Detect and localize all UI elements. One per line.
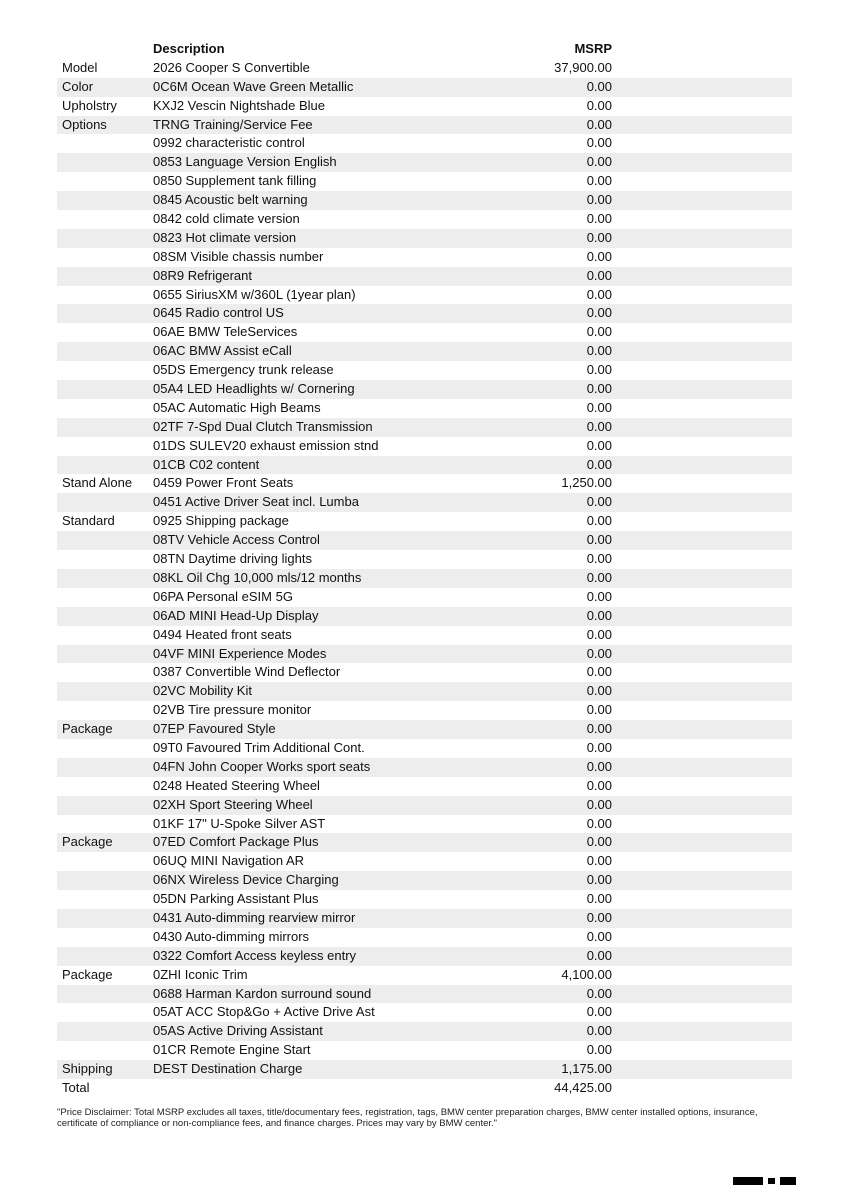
row-description: 04FN John Cooper Works sport seats xyxy=(153,758,371,774)
table-row xyxy=(57,323,792,342)
table-row xyxy=(57,286,792,305)
row-description: 0ZHI Iconic Trim xyxy=(153,966,248,982)
row-description: TRNG Training/Service Fee xyxy=(153,116,313,132)
table-row xyxy=(57,682,792,701)
row-msrp: 0.00 xyxy=(586,947,612,963)
row-description: 01CR Remote Engine Start xyxy=(153,1042,311,1058)
row-msrp: 0.00 xyxy=(586,721,612,737)
row-msrp: 0.00 xyxy=(586,267,612,283)
table-row xyxy=(57,229,792,248)
table-row xyxy=(57,777,792,796)
row-msrp: 0.00 xyxy=(586,796,612,812)
row-description: 05AS Active Driving Assistant xyxy=(153,1023,323,1039)
table-row xyxy=(57,550,792,569)
row-description: 0925 Shipping package xyxy=(153,513,289,529)
table-row xyxy=(57,985,792,1004)
table-row xyxy=(57,701,792,720)
row-msrp: 0.00 xyxy=(586,324,612,340)
row-msrp: 0.00 xyxy=(586,664,612,680)
row-msrp: 0.00 xyxy=(586,494,612,510)
table-row xyxy=(57,134,792,153)
row-category: Standard xyxy=(62,513,115,529)
row-description: 05AT ACC Stop&Go + Active Drive Ast xyxy=(153,1004,375,1020)
row-msrp: 4,100.00 xyxy=(561,966,612,982)
row-description: 01DS SULEV20 exhaust emission stnd xyxy=(153,437,379,453)
row-category: Model xyxy=(62,59,98,75)
row-description: 08KL Oil Chg 10,000 mls/12 months xyxy=(153,569,362,585)
row-msrp: 0.00 xyxy=(586,777,612,793)
table-row xyxy=(57,304,792,323)
table-row xyxy=(57,342,792,361)
row-description: 01CB C02 content xyxy=(153,456,260,472)
row-msrp: 0.00 xyxy=(586,626,612,642)
row-description: 0655 SiriusXM w/360L (1year plan) xyxy=(153,286,356,302)
table-row xyxy=(57,815,792,834)
price-table-body xyxy=(57,59,792,1098)
table-row xyxy=(57,97,792,116)
row-msrp: 0.00 xyxy=(586,343,612,359)
row-description: 05DN Parking Assistant Plus xyxy=(153,891,319,907)
row-msrp: 0.00 xyxy=(586,192,612,208)
table-row xyxy=(57,645,792,664)
table-row xyxy=(57,210,792,229)
row-category: Options xyxy=(62,116,107,132)
row-description: 0645 Radio control US xyxy=(153,305,284,321)
row-msrp: 0.00 xyxy=(586,381,612,397)
row-msrp: 0.00 xyxy=(586,569,612,585)
row-msrp: 0.00 xyxy=(586,456,612,472)
table-row xyxy=(57,796,792,815)
row-msrp: 0.00 xyxy=(586,437,612,453)
table-row xyxy=(57,1041,792,1060)
row-msrp: 0.00 xyxy=(586,834,612,850)
row-msrp: 0.00 xyxy=(586,532,612,548)
row-msrp: 0.00 xyxy=(586,135,612,151)
row-msrp: 0.00 xyxy=(586,739,612,755)
row-description: 02XH Sport Steering Wheel xyxy=(153,796,313,812)
row-msrp: 0.00 xyxy=(586,97,612,113)
row-msrp: 0.00 xyxy=(586,399,612,415)
table-row xyxy=(57,909,792,928)
table-row xyxy=(57,172,792,191)
table-row xyxy=(57,607,792,626)
row-msrp: 0.00 xyxy=(586,116,612,132)
table-row xyxy=(57,531,792,550)
row-description: 0459 Power Front Seats xyxy=(153,475,294,491)
row-category: Color xyxy=(62,78,94,94)
row-description: 08TV Vehicle Access Control xyxy=(153,532,320,548)
table-row xyxy=(57,361,792,380)
table-row xyxy=(57,626,792,645)
row-msrp: 37,900.00 xyxy=(554,59,612,75)
table-row xyxy=(57,569,792,588)
row-msrp: 1,175.00 xyxy=(561,1061,612,1077)
table-row xyxy=(57,267,792,286)
table-row xyxy=(57,380,792,399)
row-msrp: 0.00 xyxy=(586,607,612,623)
row-msrp: 0.00 xyxy=(586,702,612,718)
row-description: 0845 Acoustic belt warning xyxy=(153,192,308,208)
row-description: 0451 Active Driver Seat incl. Lumba xyxy=(153,494,359,510)
row-msrp: 0.00 xyxy=(586,305,612,321)
row-msrp: 0.00 xyxy=(586,248,612,264)
row-description: 0322 Comfort Access keyless entry xyxy=(153,947,357,963)
price-sheet xyxy=(57,40,792,1130)
row-msrp: 0.00 xyxy=(586,928,612,944)
row-msrp: 0.00 xyxy=(586,645,612,661)
table-row xyxy=(57,947,792,966)
row-description: 06PA Personal eSIM 5G xyxy=(153,588,293,604)
row-msrp: 0.00 xyxy=(586,551,612,567)
table-row xyxy=(57,1003,792,1022)
row-description: 0842 cold climate version xyxy=(153,211,300,227)
row-msrp: 0.00 xyxy=(586,815,612,831)
row-msrp: 1,250.00 xyxy=(561,475,612,491)
table-row xyxy=(57,456,792,475)
row-description: 02TF 7-Spd Dual Clutch Transmission xyxy=(153,418,373,434)
row-description: 0494 Heated front seats xyxy=(153,626,292,642)
row-msrp: 0.00 xyxy=(586,78,612,94)
row-msrp: 0.00 xyxy=(586,229,612,245)
row-msrp: 0.00 xyxy=(586,758,612,774)
row-category: Upholstry xyxy=(62,97,117,113)
row-description: 07EP Favoured Style xyxy=(153,721,276,737)
row-msrp: 0.00 xyxy=(586,211,612,227)
row-description: 0823 Hot climate version xyxy=(153,229,297,245)
row-msrp: 0.00 xyxy=(586,286,612,302)
row-description: 0992 characteristic control xyxy=(153,135,305,151)
table-row xyxy=(57,59,792,78)
row-description: 0853 Language Version English xyxy=(153,154,337,170)
row-category: Total xyxy=(62,1079,90,1095)
table-row xyxy=(57,493,792,512)
row-description: 01KF 17" U-Spoke Silver AST xyxy=(153,815,326,831)
table-row xyxy=(57,852,792,871)
table-header-row xyxy=(57,40,792,59)
scan-artifact-segment xyxy=(780,1177,796,1185)
table-row xyxy=(57,1079,792,1098)
row-description: 06NX Wireless Device Charging xyxy=(153,872,339,888)
row-description: 0C6M Ocean Wave Green Metallic xyxy=(153,78,354,94)
row-description: 0850 Supplement tank filling xyxy=(153,173,317,189)
row-description: 09T0 Favoured Trim Additional Cont. xyxy=(153,739,365,755)
row-description: 07ED Comfort Package Plus xyxy=(153,834,319,850)
row-description: 06AC BMW Assist eCall xyxy=(153,343,292,359)
row-description: 06AE BMW TeleServices xyxy=(153,324,298,340)
row-description: 0431 Auto-dimming rearview mirror xyxy=(153,909,356,925)
row-description: 05AC Automatic High Beams xyxy=(153,399,321,415)
table-row xyxy=(57,1022,792,1041)
table-row xyxy=(57,399,792,418)
row-category: Package xyxy=(62,966,113,982)
row-description: 0688 Harman Kardon surround sound xyxy=(153,985,372,1001)
table-row xyxy=(57,153,792,172)
row-msrp: 44,425.00 xyxy=(554,1079,612,1095)
table-row xyxy=(57,663,792,682)
row-description: 04VF MINI Experience Modes xyxy=(153,645,327,661)
table-row xyxy=(57,890,792,909)
table-row xyxy=(57,191,792,210)
row-msrp: 0.00 xyxy=(586,985,612,1001)
table-row xyxy=(57,720,792,739)
table-row xyxy=(57,833,792,852)
scan-artifact xyxy=(733,1177,796,1185)
table-row xyxy=(57,588,792,607)
row-description: 2026 Cooper S Convertible xyxy=(153,59,310,75)
row-msrp: 0.00 xyxy=(586,853,612,869)
header-msrp-cell: MSRP xyxy=(574,41,612,56)
row-msrp: 0.00 xyxy=(586,1042,612,1058)
row-msrp: 0.00 xyxy=(586,418,612,434)
row-description: KXJ2 Vescin Nightshade Blue xyxy=(153,97,325,113)
row-msrp: 0.00 xyxy=(586,1023,612,1039)
row-description: 0387 Convertible Wind Deflector xyxy=(153,664,341,680)
row-description: 02VC Mobility Kit xyxy=(153,683,252,699)
table-row xyxy=(57,116,792,135)
row-msrp: 0.00 xyxy=(586,683,612,699)
table-row xyxy=(57,418,792,437)
row-description: 0248 Heated Steering Wheel xyxy=(153,777,320,793)
row-category: Shipping xyxy=(62,1061,113,1077)
row-category: Package xyxy=(62,834,113,850)
row-description: 05A4 LED Headlights w/ Cornering xyxy=(153,381,355,397)
table-row xyxy=(57,966,792,985)
table-row xyxy=(57,1060,792,1079)
table-row xyxy=(57,437,792,456)
table-row xyxy=(57,928,792,947)
table-row xyxy=(57,739,792,758)
row-description: 08R9 Refrigerant xyxy=(153,267,252,283)
scan-artifact-segment xyxy=(733,1177,763,1185)
table-row xyxy=(57,78,792,97)
row-description: 05DS Emergency trunk release xyxy=(153,362,334,378)
table-row xyxy=(57,248,792,267)
price-disclaimer: "Price Disclaimer: Total MSRP excludes all taxes, title/documentary fees, registration, tags, BMW center preparation charges, BMW center installed options, insurance, certificate of compliance or non-compliance fees, and finance charges. Prices may vary by BMW center." xyxy=(57,1106,758,1130)
scan-artifact-segment xyxy=(768,1178,775,1184)
row-description: DEST Destination Charge xyxy=(153,1061,303,1077)
row-description: 08SM Visible chassis number xyxy=(153,248,324,264)
row-description: 06UQ MINI Navigation AR xyxy=(153,853,305,869)
table-row xyxy=(57,871,792,890)
row-category: Package xyxy=(62,721,113,737)
row-msrp: 0.00 xyxy=(586,1004,612,1020)
row-description: 08TN Daytime driving lights xyxy=(153,551,312,567)
row-msrp: 0.00 xyxy=(586,909,612,925)
header-description-cell: Description xyxy=(153,41,225,56)
row-category: Stand Alone xyxy=(62,475,133,491)
row-description: 02VB Tire pressure monitor xyxy=(153,702,312,718)
row-msrp: 0.00 xyxy=(586,173,612,189)
row-msrp: 0.00 xyxy=(586,891,612,907)
table-row xyxy=(57,474,792,493)
row-description: 0430 Auto-dimming mirrors xyxy=(153,928,310,944)
row-description: 06AD MINI Head-Up Display xyxy=(153,607,319,623)
row-msrp: 0.00 xyxy=(586,872,612,888)
table-row xyxy=(57,512,792,531)
row-msrp: 0.00 xyxy=(586,513,612,529)
row-msrp: 0.00 xyxy=(586,588,612,604)
row-msrp: 0.00 xyxy=(586,154,612,170)
table-row xyxy=(57,758,792,777)
row-msrp: 0.00 xyxy=(586,362,612,378)
